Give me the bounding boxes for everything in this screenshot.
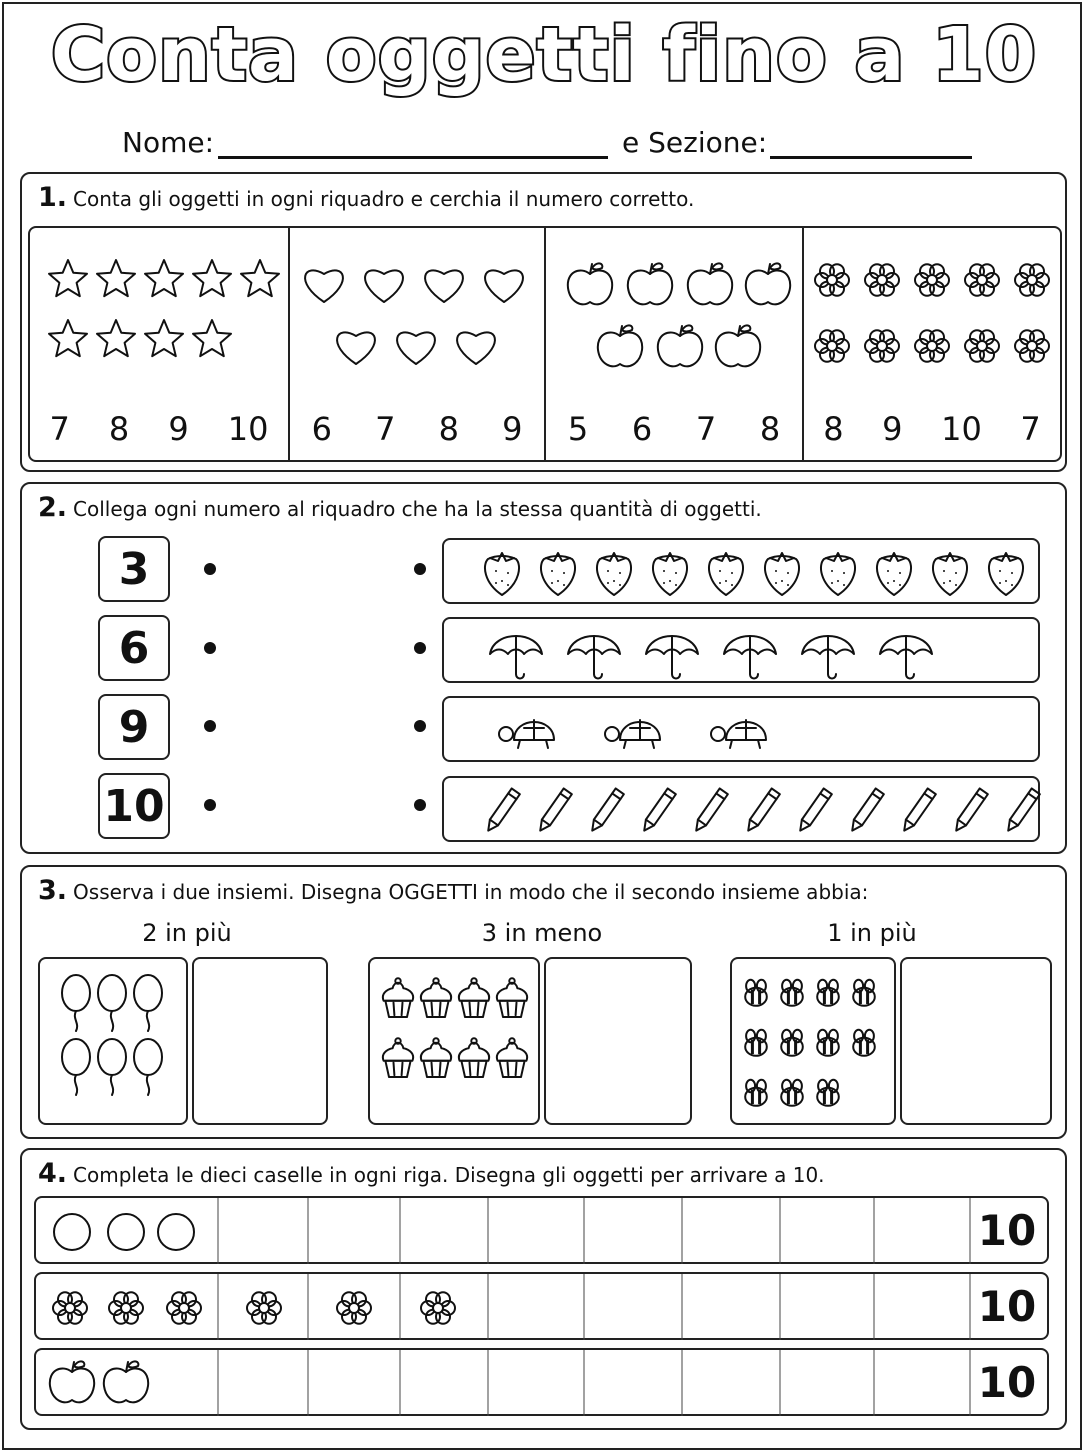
- exercise-4-heading: 4. Completa le dieci caselle in ogni riga. Disegna gli oggetti per arrivare a 10.: [38, 1158, 825, 1189]
- strawberry-icon: [989, 553, 1023, 595]
- cupcake-icon: [421, 1038, 451, 1077]
- count-box-hearts: [290, 228, 546, 460]
- balloon-icon: [62, 975, 90, 1031]
- flower-icon: [965, 330, 999, 361]
- answer-option[interactable]: 7: [1020, 410, 1041, 448]
- heart-icon: [397, 332, 435, 364]
- pencil-icon: [640, 788, 676, 833]
- cupcake-icon: [383, 1038, 413, 1077]
- total-ten: 10: [977, 1205, 1037, 1255]
- connector-dot[interactable]: [204, 720, 216, 732]
- answer-option[interactable]: 10: [227, 410, 269, 448]
- turtle-icon: [711, 720, 766, 748]
- strawberry-icon: [821, 553, 855, 595]
- pencil-icon: [692, 788, 728, 833]
- ten-frame-row: [34, 1272, 1049, 1340]
- page-title: Conta oggetti fino a 10: [50, 12, 1038, 98]
- bee-icon: [817, 1030, 839, 1056]
- strawberry-icon: [709, 553, 743, 595]
- flower-icon: [915, 330, 949, 361]
- pencil-icon: [1004, 788, 1040, 833]
- name-label: Nome:: [122, 126, 215, 159]
- flower-icon: [915, 264, 949, 295]
- answer-options: [804, 410, 1060, 448]
- drawing-area[interactable]: [900, 957, 1052, 1125]
- bee-icon: [745, 980, 767, 1006]
- exercise-2: [20, 482, 1067, 854]
- flower-icon: [965, 264, 999, 295]
- heart-icon: [337, 332, 375, 364]
- star-icon: [49, 260, 87, 296]
- star-icon: [241, 260, 279, 296]
- exercise-2-heading: 2. Collega ogni numero al riquadro che ha la stessa quantità di oggetti.: [38, 492, 762, 523]
- section-label: e Sezione:: [622, 126, 768, 159]
- heart-icon: [457, 332, 495, 364]
- flower-icon: [247, 1292, 281, 1323]
- ten-frame-row: [34, 1196, 1049, 1264]
- answer-option[interactable]: 8: [438, 410, 459, 448]
- bee-icon: [817, 1080, 839, 1106]
- balloon-icon: [98, 1039, 126, 1095]
- exercise-4: [20, 1148, 1067, 1430]
- star-icon: [49, 320, 87, 356]
- answer-option[interactable]: 9: [502, 410, 523, 448]
- apple-icon: [688, 263, 732, 304]
- star-icon: [145, 320, 183, 356]
- bee-icon: [781, 980, 803, 1006]
- number-card: 6: [98, 615, 170, 681]
- flower-icon: [421, 1292, 455, 1323]
- drawing-area[interactable]: [544, 957, 692, 1125]
- count-box-flowers: [804, 228, 1060, 460]
- connector-dot[interactable]: [414, 563, 426, 575]
- flower-icon: [1015, 330, 1049, 361]
- flower-icon: [337, 1292, 371, 1323]
- apple-icon: [568, 263, 612, 304]
- group-label: 2 in più: [142, 919, 232, 947]
- answer-option[interactable]: 8: [823, 410, 844, 448]
- cupcake-icon: [459, 1038, 489, 1077]
- umbrella-icon: [880, 636, 932, 679]
- flower-icon: [815, 264, 849, 295]
- apple-icon: [746, 263, 790, 304]
- connector-dot[interactable]: [414, 720, 426, 732]
- drawing-area[interactable]: [192, 957, 328, 1125]
- apple-icon: [50, 1361, 94, 1402]
- strawberry-icon: [653, 553, 687, 595]
- umbrella-icon: [490, 636, 542, 679]
- pencil-icon: [536, 788, 572, 833]
- section-field[interactable]: [770, 156, 972, 159]
- pencil-icon: [848, 788, 884, 833]
- number-card: 10: [98, 773, 170, 839]
- strawberry-icon: [597, 553, 631, 595]
- strawberry-icon: [485, 553, 519, 595]
- pencil-icon: [900, 788, 936, 833]
- apple-icon: [628, 263, 672, 304]
- flower-icon: [109, 1292, 143, 1323]
- cupcake-icon: [497, 1038, 527, 1077]
- answer-option[interactable]: 6: [311, 410, 332, 448]
- circle-icon: [158, 1214, 194, 1250]
- umbrella-icon: [724, 636, 776, 679]
- bee-icon: [817, 980, 839, 1006]
- circle-icon: [54, 1214, 90, 1250]
- umbrella-icon: [802, 636, 854, 679]
- answer-option[interactable]: 5: [567, 410, 589, 448]
- exercise-3-heading: 3. Osserva i due insiemi. Disegna OGGETTI in modo che il secondo insieme abbia:: [38, 875, 869, 906]
- heart-icon: [365, 270, 403, 302]
- cupcake-icon: [459, 978, 489, 1017]
- connector-dot[interactable]: [414, 642, 426, 654]
- answer-options: [30, 410, 288, 448]
- circle-icon: [108, 1214, 144, 1250]
- group-label: 3 in meno: [481, 919, 603, 947]
- exercise-1: [20, 172, 1067, 472]
- strawberry-icon: [765, 553, 799, 595]
- answer-options: [546, 410, 802, 448]
- cupcake-icon: [383, 978, 413, 1017]
- group-label: 1 in più: [827, 919, 917, 947]
- total-ten: 10: [977, 1281, 1037, 1331]
- heart-icon: [425, 270, 463, 302]
- pencil-icon: [744, 788, 780, 833]
- count-box-stars: [30, 228, 290, 460]
- pencil-icon: [796, 788, 832, 833]
- exercise-3: [20, 865, 1067, 1139]
- count-box-apples: [546, 228, 804, 460]
- flower-icon: [865, 264, 899, 295]
- answer-option[interactable]: 10: [941, 410, 982, 448]
- total-ten: 10: [977, 1357, 1037, 1407]
- connector-dot[interactable]: [204, 642, 216, 654]
- answer-option[interactable]: 8: [759, 410, 781, 448]
- connector-dot[interactable]: [204, 563, 216, 575]
- balloon-icon: [134, 975, 162, 1031]
- umbrella-set[interactable]: [442, 617, 1040, 683]
- answer-option[interactable]: 7: [49, 410, 70, 448]
- bee-icon: [781, 1080, 803, 1106]
- turtle-icon: [605, 720, 660, 748]
- balloon-set: [38, 957, 188, 1125]
- flower-icon: [167, 1292, 201, 1323]
- bee-icon: [745, 1030, 767, 1056]
- flower-icon: [53, 1292, 87, 1323]
- flower-icon: [1015, 264, 1049, 295]
- connector-dot[interactable]: [414, 799, 426, 811]
- pencil-icon: [588, 788, 624, 833]
- balloon-icon: [62, 1039, 90, 1095]
- star-icon: [193, 320, 231, 356]
- bee-icon: [853, 980, 875, 1006]
- umbrella-icon: [568, 636, 620, 679]
- answer-option[interactable]: 7: [695, 410, 717, 448]
- balloon-icon: [134, 1039, 162, 1095]
- bee-set: [730, 957, 896, 1125]
- star-icon: [145, 260, 183, 296]
- pencil-set[interactable]: [442, 776, 1040, 842]
- ten-frame-row: [34, 1348, 1049, 1416]
- cupcake-set: [368, 957, 540, 1125]
- flower-icon: [865, 330, 899, 361]
- apple-icon: [104, 1361, 148, 1402]
- bee-icon: [745, 1080, 767, 1106]
- bee-icon: [853, 1030, 875, 1056]
- apple-icon: [598, 325, 642, 366]
- answer-options: [290, 410, 544, 448]
- count-boxes: [28, 226, 1062, 462]
- heart-icon: [485, 270, 523, 302]
- strawberry-icon: [541, 553, 575, 595]
- exercise-1-heading: 1. Conta gli oggetti in ogni riquadro e cerchia il numero corretto.: [38, 182, 695, 213]
- number-card: 3: [98, 536, 170, 602]
- turtle-set[interactable]: [442, 696, 1040, 762]
- answer-option[interactable]: 8: [108, 410, 130, 448]
- apple-icon: [716, 325, 760, 366]
- name-field[interactable]: [218, 156, 608, 159]
- turtle-icon: [499, 720, 554, 748]
- star-icon: [193, 260, 231, 296]
- strawberry-set[interactable]: [442, 538, 1040, 604]
- umbrella-icon: [646, 636, 698, 679]
- heart-icon: [305, 270, 343, 302]
- strawberry-icon: [933, 553, 967, 595]
- answer-option[interactable]: 9: [168, 410, 189, 448]
- connector-dot[interactable]: [204, 799, 216, 811]
- answer-option[interactable]: 6: [631, 410, 653, 448]
- bee-icon: [781, 1030, 803, 1056]
- number-card: 9: [98, 694, 170, 760]
- apple-icon: [658, 325, 702, 366]
- star-icon: [97, 260, 135, 296]
- answer-option[interactable]: 7: [375, 410, 396, 448]
- flower-icon: [815, 330, 849, 361]
- balloon-icon: [98, 975, 126, 1031]
- star-icon: [97, 320, 135, 356]
- cupcake-icon: [421, 978, 451, 1017]
- answer-option[interactable]: 9: [882, 410, 903, 448]
- pencil-icon: [484, 788, 520, 833]
- strawberry-icon: [877, 553, 911, 595]
- pencil-icon: [952, 788, 988, 833]
- cupcake-icon: [497, 978, 527, 1017]
